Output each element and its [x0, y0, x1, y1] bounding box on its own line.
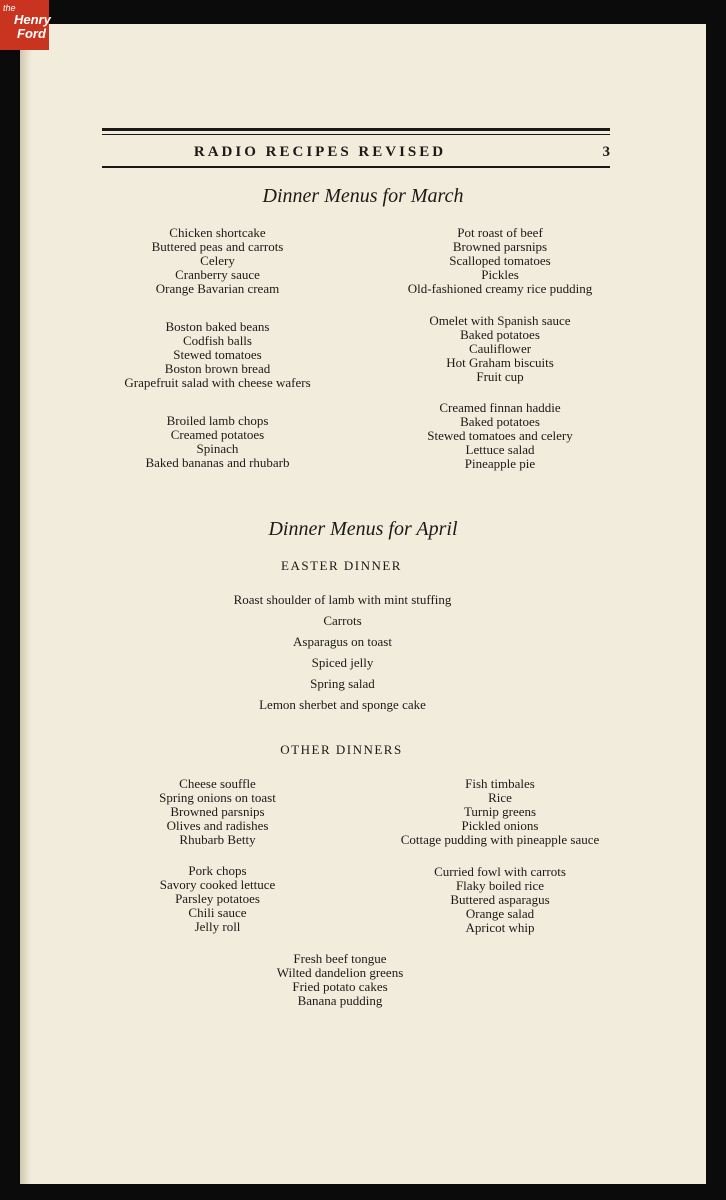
april-menu-left-2 — [80, 864, 355, 934]
other-dinners-heading: OTHER DINNERS — [280, 742, 403, 757]
menu-item: Pot roast of beef — [457, 225, 543, 240]
menu-item: Cranberry sauce — [175, 267, 260, 282]
menu-item: Spiced jelly — [311, 655, 374, 670]
menu-item: Hot Graham biscuits — [446, 355, 554, 370]
header-rule-top — [102, 128, 610, 131]
menu-item: Olives and radishes — [166, 818, 269, 833]
menu-item: Buttered peas and carrots — [151, 239, 284, 254]
menu-item: Cottage pudding with pineapple sauce — [400, 832, 600, 847]
easter-dinner-heading: EASTER DINNER — [281, 558, 402, 573]
march-menu-right-3 — [350, 401, 650, 471]
book-page — [20, 24, 706, 1184]
menu-item: Pineapple pie — [464, 456, 536, 471]
menu-item: Turnip greens — [463, 804, 537, 819]
menu-item: Boston baked beans — [165, 319, 270, 334]
menu-item: Stewed tomatoes and celery — [427, 428, 573, 443]
menu-item: Pickles — [481, 267, 519, 282]
menu-item: Spring onions on toast — [159, 790, 276, 805]
menu-item: Omelet with Spanish sauce — [429, 313, 571, 328]
running-title: RADIO RECIPES REVISED — [193, 144, 447, 160]
header-rule-bottom — [102, 166, 610, 168]
menu-item: Fruit cup — [476, 369, 524, 384]
menu-item: Asparagus on toast — [293, 634, 392, 649]
menu-item: Spring salad — [310, 676, 375, 691]
menu-item: Chili sauce — [188, 905, 247, 920]
easter-dinner-menu — [200, 592, 485, 718]
april-menu-center — [220, 952, 460, 1008]
menu-item: Parsley potatoes — [175, 891, 260, 906]
menu-item: Cheese souffle — [179, 776, 256, 791]
march-menu-left-2 — [80, 320, 355, 390]
menu-item: Baked potatoes — [460, 327, 540, 342]
menu-item: Grapefruit salad with cheese wafers — [124, 375, 311, 390]
logo-ford: Ford — [17, 26, 46, 41]
march-menu-right-1 — [350, 226, 650, 296]
menu-item: Browned parsnips — [170, 804, 265, 819]
header-rule-top-thin — [102, 134, 610, 135]
menu-item: Stewed tomatoes — [173, 347, 262, 362]
menu-item: Roast shoulder of lamb with mint stuffing — [233, 592, 452, 607]
april-menu-right-1 — [350, 777, 650, 847]
march-menu-left-1 — [80, 226, 355, 296]
menu-item: Codfish balls — [183, 333, 252, 348]
menu-item: Savory cooked lettuce — [159, 877, 276, 892]
menu-item: Wilted dandelion greens — [276, 965, 404, 980]
menu-item: Buttered asparagus — [450, 892, 550, 907]
menu-item: Creamed potatoes — [170, 427, 265, 442]
menu-item: Baked bananas and rhubarb — [145, 455, 290, 470]
march-menu-right-2 — [350, 314, 650, 384]
menu-item: Fish timbales — [465, 776, 535, 791]
menu-item: Lemon sherbet and sponge cake — [259, 697, 426, 712]
menu-item: Scalloped tomatoes — [449, 253, 551, 268]
april-title: Dinner Menus for April — [268, 518, 458, 540]
menu-item: Browned parsnips — [452, 239, 548, 254]
menu-item: Old-fashioned creamy rice pudding — [407, 281, 593, 296]
menu-item: Chicken shortcake — [169, 225, 266, 240]
menu-item: Pickled onions — [461, 818, 539, 833]
menu-item: Cauliflower — [468, 341, 532, 356]
april-menu-right-2 — [350, 865, 650, 935]
menu-item: Pork chops — [188, 863, 247, 878]
menu-item: Carrots — [323, 613, 362, 628]
menu-item: Boston brown bread — [164, 361, 271, 376]
menu-item: Curried fowl with carrots — [434, 864, 566, 879]
logo-henry: Henry — [14, 12, 51, 27]
march-menu-left-3 — [80, 414, 355, 470]
running-header — [102, 141, 610, 165]
page-number: 3 — [602, 144, 610, 160]
menu-item: Lettuce salad — [465, 442, 535, 457]
menu-item: Jelly roll — [194, 919, 241, 934]
menu-item: Orange Bavarian cream — [155, 281, 280, 296]
menu-item: Fried potato cakes — [292, 979, 388, 994]
menu-item: Creamed finnan haddie — [439, 400, 561, 415]
logo-the: the — [3, 3, 16, 13]
henry-ford-logo — [0, 0, 49, 50]
april-menu-left-1 — [80, 777, 355, 847]
menu-item: Baked potatoes — [460, 414, 540, 429]
menu-item: Rhubarb Betty — [179, 832, 256, 847]
menu-item: Flaky boiled rice — [455, 878, 545, 893]
menu-item: Broiled lamb chops — [166, 413, 269, 428]
menu-item: Celery — [200, 253, 235, 268]
menu-item: Banana pudding — [297, 993, 383, 1008]
menu-item: Fresh beef tongue — [293, 951, 387, 966]
menu-item: Rice — [488, 790, 512, 805]
menu-item: Orange salad — [465, 906, 535, 921]
march-title: Dinner Menus for March — [262, 185, 464, 207]
menu-item: Apricot whip — [465, 920, 535, 935]
menu-item: Spinach — [196, 441, 239, 456]
